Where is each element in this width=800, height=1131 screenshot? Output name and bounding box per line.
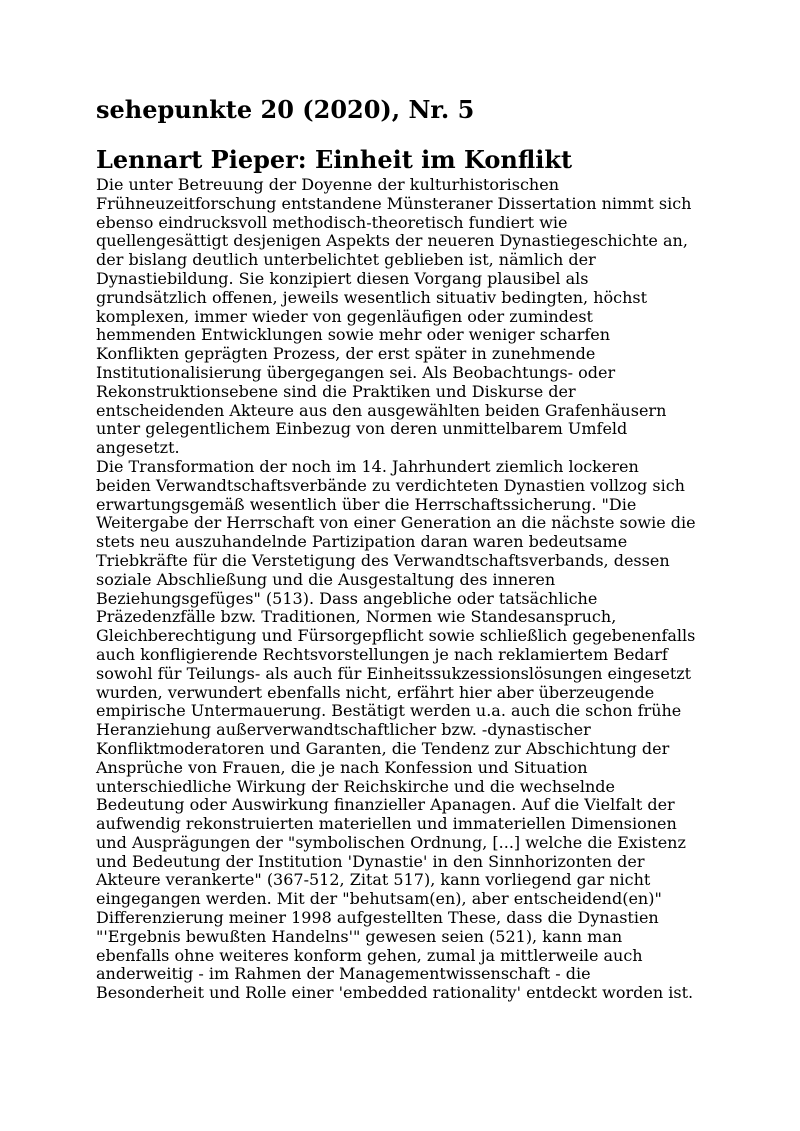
paragraph-line: quellengesättigt desjenigen Aspekts der neueren Dynastiegeschichte an, <box>96 231 688 251</box>
issue-title: sehepunkte 20 (2020), Nr. 5 <box>96 95 475 124</box>
paragraph-line: Differenzierung meiner 1998 aufgestellten These, dass die Dynastien <box>96 908 659 928</box>
article-title: Lennart Pieper: Einheit im Konflikt <box>96 145 573 174</box>
paragraph-line: Rekonstruktionsebene sind die Praktiken und Diskurse der <box>96 381 576 401</box>
paragraph-line: hemmenden Entwicklungen sowie mehr oder weniger scharfen <box>96 325 611 345</box>
paragraph-line: Weitergabe der Herrschaft von einer Generation an die nächste sowie die <box>96 513 696 533</box>
paragraph-line: soziale Abschließung und die Ausgestaltung des inneren <box>96 569 556 589</box>
article-paragraph <box>96 176 716 458</box>
paragraph-line: grundsätzlich offenen, jeweils wesentlich situativ bedingten, höchst <box>96 287 648 307</box>
paragraph-line: ebenfalls ohne weiteres konform gehen, zumal ja mittlerweile auch <box>96 945 643 965</box>
paragraph-line: Akteure verankerte" (367-512, Zitat 517), kann vorliegend gar nicht <box>96 870 651 890</box>
paragraph-line: ebenso eindrucksvoll methodisch-theoretisch fundiert wie <box>96 212 568 232</box>
paragraph-line: Gleichberechtigung und Fürsorgepflicht sowie schließlich gegebenenfalls <box>96 626 696 646</box>
paragraph-line: Ansprüche von Frauen, die je nach Konfession und Situation <box>96 757 588 777</box>
paragraph-line: Die unter Betreuung der Doyenne der kulturhistorischen <box>96 175 559 194</box>
paragraph-line: Frühneuzeitforschung entstandene Münsteraner Dissertation nimmt sich <box>96 193 692 213</box>
paragraph-line: Besonderheit und Rolle einer 'embedded rationality' entdeckt worden ist. <box>96 983 694 1003</box>
paragraph-line: aufwendig rekonstruierten materiellen und immateriellen Dimensionen <box>96 814 677 834</box>
paragraph-line: eingegangen werden. Mit der "behutsam(en), aber entscheidend(en)" <box>96 889 662 909</box>
paragraph-line: auch konfligierende Rechtsvorstellungen je nach reklamiertem Bedarf <box>96 644 668 664</box>
paragraph-line: wurden, verwundert ebenfalls nicht, erfährt hier aber überzeugende <box>96 682 655 702</box>
document-page <box>96 94 716 1003</box>
paragraph-line: "'Ergebnis bewußten Handelns'" gewesen seien (521), kann man <box>96 926 623 946</box>
paragraph-line: Die Transformation der noch im 14. Jahrhundert ziemlich lockeren <box>96 456 639 476</box>
paragraph-line: empirische Untermauerung. Bestätigt werden u.a. auch die schon frühe <box>96 701 682 721</box>
paragraph-line: Konflikten geprägten Prozess, der erst später in zunehmende <box>96 344 596 364</box>
paragraph-line: anderweitig - im Rahmen der Managementwissenschaft - die <box>96 964 591 984</box>
paragraph-line: erwartungsgemäß wesentlich über die Herrschaftssicherung. "Die <box>96 494 637 514</box>
paragraph-line: der bislang deutlich unterbelichtet geblieben ist, nämlich der <box>96 250 596 270</box>
paragraph-line: Dynastiebildung. Sie konzipiert diesen Vorgang plausibel als <box>96 268 589 288</box>
paragraph-line: angesetzt. <box>96 438 180 458</box>
paragraph-line: und Ausprägungen der "symbolischen Ordnung, [...] welche die Existenz <box>96 832 686 852</box>
paragraph-line: Institutionalisierung übergegangen sei. Als Beobachtungs- oder <box>96 362 616 382</box>
article-paragraph <box>96 458 716 1003</box>
paragraph-line: beiden Verwandtschaftsverbände zu verdichteten Dynastien vollzog sich <box>96 475 685 495</box>
paragraph-line: Heranziehung außerverwandtschaftlicher bzw. -dynastischer <box>96 720 591 740</box>
paragraph-line: entscheidenden Akteure aus den ausgewählten beiden Grafenhäusern <box>96 400 667 420</box>
paragraph-line: Präzedenzfälle bzw. Traditionen, Normen wie Standesanspruch, <box>96 607 617 627</box>
paragraph-line: sowohl für Teilungs- als auch für Einheitssukzessionslösungen eingesetzt <box>96 663 692 683</box>
paragraph-line: Triebkräfte für die Verstetigung des Verwandtschaftsverbands, dessen <box>96 550 670 570</box>
paragraph-line: Konfliktmoderatoren und Garanten, die Tendenz zur Abschichtung der <box>96 738 670 758</box>
paragraph-line: unter gelegentlichem Einbezug von deren unmittelbarem Umfeld <box>96 419 628 439</box>
paragraph-line: unterschiedliche Wirkung der Reichskirche und die wechselnde <box>96 776 616 796</box>
paragraph-line: stets neu auszuhandelnde Partizipation daran waren bedeutsame <box>96 532 628 552</box>
paragraph-line: komplexen, immer wieder von gegenläufigen oder zumindest <box>96 306 593 326</box>
paragraph-line: Bedeutung oder Auswirkung finanzieller Apanagen. Auf die Vielfalt der <box>96 795 675 815</box>
paragraph-line: und Bedeutung der Institution 'Dynastie' in den Sinnhorizonten der <box>96 851 645 871</box>
article-body <box>96 176 716 1003</box>
paragraph-line: Beziehungsgefüges" (513). Dass angebliche oder tatsächliche <box>96 588 598 608</box>
